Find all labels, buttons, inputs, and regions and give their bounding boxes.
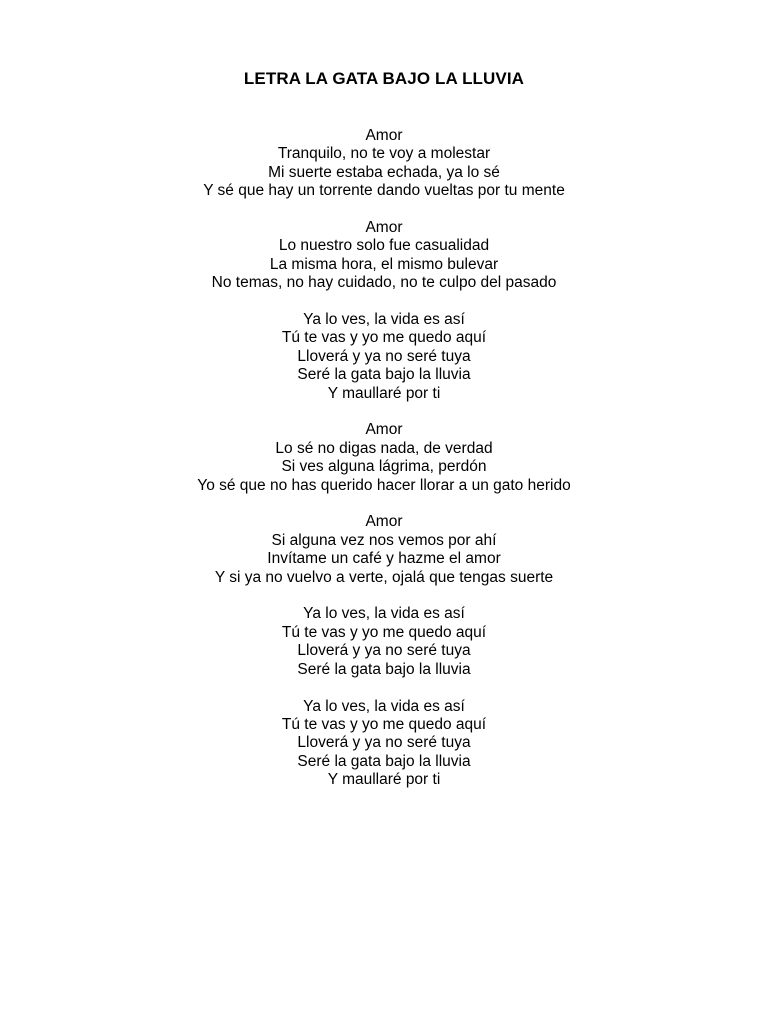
lyric-line: Seré la gata bajo la lluvia xyxy=(297,366,471,384)
lyric-line: Mi suerte estaba echada, ya lo sé xyxy=(268,163,500,181)
stanza xyxy=(0,421,768,495)
stanza xyxy=(0,698,768,790)
lyric-line: Amor xyxy=(365,127,403,144)
lyric-line: Lo sé no digas nada, de verdad xyxy=(275,439,493,457)
lyric-line: Tranquilo, no te voy a molestar xyxy=(277,145,491,163)
lyric-line: Y maullaré por ti xyxy=(327,384,441,402)
lyric-line: Ya lo ves, la vida es así xyxy=(303,605,465,623)
lyric-line: La misma hora, el mismo bulevar xyxy=(269,255,499,273)
lyric-line: Tú te vas y yo me quedo aquí xyxy=(281,623,487,641)
lyric-line: Y maullaré por ti xyxy=(327,771,441,789)
lyric-line: Tú te vas y yo me quedo aquí xyxy=(281,715,487,733)
lyric-line: Amor xyxy=(365,421,403,439)
lyric-line: Y si ya no vuelvo a verte, ojalá que tengas suerte xyxy=(214,568,554,586)
stanza xyxy=(0,311,768,403)
page-title: LETRA LA GATA BAJO LA LLUVIA xyxy=(243,69,525,88)
lyric-line: Lloverá y ya no seré tuya xyxy=(297,642,471,660)
lyric-line: Si alguna vez nos vemos por ahí xyxy=(271,531,497,549)
lyric-line: Amor xyxy=(365,219,403,237)
lyrics-body xyxy=(0,127,768,808)
lyric-line: Seré la gata bajo la lluvia xyxy=(297,660,471,678)
stanza xyxy=(0,513,768,587)
lyric-line: Y sé que hay un torrente dando vueltas por tu mente xyxy=(203,182,565,200)
lyric-line: Ya lo ves, la vida es así xyxy=(303,311,465,329)
lyric-line: Lloverá y ya no seré tuya xyxy=(297,734,471,752)
lyric-line: Seré la gata bajo la lluvia xyxy=(297,752,471,770)
lyric-line: Lloverá y ya no seré tuya xyxy=(297,347,471,365)
stanza xyxy=(0,219,768,293)
lyric-line: Si ves alguna lágrima, perdón xyxy=(281,458,487,476)
lyric-line: Lo nuestro solo fue casualidad xyxy=(278,237,490,255)
lyric-line: Tú te vas y yo me quedo aquí xyxy=(281,329,487,347)
lyric-line: Invítame un café y hazme el amor xyxy=(267,550,501,568)
stanza xyxy=(0,127,768,201)
stanza xyxy=(0,605,768,679)
lyric-line: Ya lo ves, la vida es así xyxy=(303,697,465,715)
lyric-line: Amor xyxy=(365,513,403,531)
lyric-line: No temas, no hay cuidado, no te culpo del pasado xyxy=(211,274,557,292)
lyric-line: Yo sé que no has querido hacer llorar a un gato herido xyxy=(197,476,571,494)
